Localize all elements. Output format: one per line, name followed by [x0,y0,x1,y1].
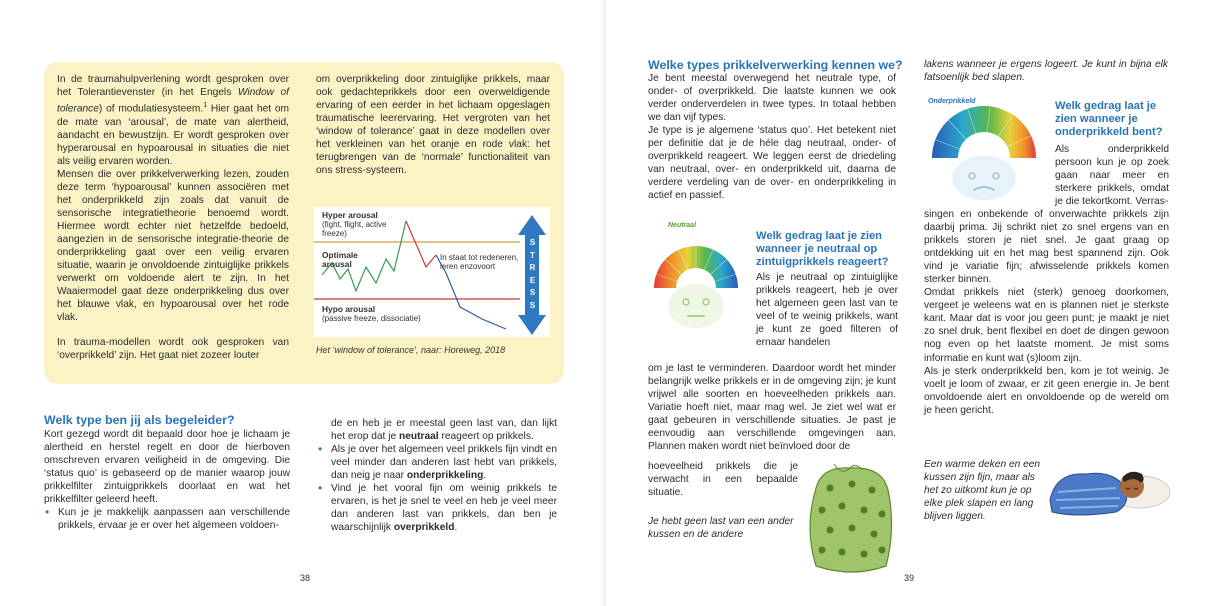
section-heading-types: Welke types prikkelverwerking kennen we? [648,58,903,72]
page-number-left: 38 [300,573,311,583]
bullet-list-1 [44,506,290,532]
bullet-list-2 [317,443,557,534]
under-heading: Welk gedrag laat je zien wanneer je onderprikkeld bent? [1055,100,1163,138]
neutral-body-part-1: Als je neutraal op zintuiglijke prikkels reageert, heb je over het algemeen geen last van te veel of te weinig prikkels, want je kunt ze goed filteren of ernaar handelen [756,272,898,349]
hyper-arousal-label: Hyper arousal (fight, flight, active freeze) [322,210,387,238]
bullet-over: • Vind je het vooral fijn om weinig prikkels te ervaren, is het je snel te veel en heb je veel meer dan anderen last van prikkels, dan ben je waarschijnlijk overprikkeld. [317,482,557,534]
neutral-label: Neutraal [668,222,697,229]
right-column-1-intro [648,72,896,202]
diagram-caption: Het ‘window of tolerance’, naar: Horeweg, 2018 [316,345,506,355]
section-heading-begeleider: Welk type ben jij als begeleider? [44,413,235,427]
sleeping-person-svg [1046,452,1172,518]
neutral-italic-example: Je hebt geen last van een ander kussen en de andere [648,516,794,541]
neutral-heading: Welk gedrag laat je zien wanneer je neutraal op zintuigprikkels reageert? [756,230,889,268]
pillow-illustration [802,458,898,578]
page-number-right: 39 [904,573,915,583]
under-body-part-3: Omdat prikkels niet (sterk) genoeg doorkomen, vergeet je weleens wat en is plannen niet je sterkste kant. Maar dat is voor jou geen punt; je maakt je niet zo snel druk, bent flexibel en doet de dingen gewoon nog even op het laatste moment. Je mist soms informatie en kunt wat (s)loom zijn. [924,287,1169,364]
optimal-arousal-note: In staat tot redeneren, leren enzovoort [440,253,519,271]
under-body-wide [924,208,1169,417]
pillow-svg [802,458,898,578]
info-box-paragraph-4: om overprikkeling door zintuiglijke prikkels, maar ook gedachteprikkels door een overweldigende ervaring of een eerder in het lichaam opgeslagen traumatische leerervaring. Het vergroten van het ‘window of tolerance’ gaat in deze modellen over het verkleinen van het oranje en rode vlak: het terugbrengen van de ‘normale’ functionaliteit van ons stress-systeem. [316,74,550,177]
bullet-neutral: • Kun je je makkelijk aanpassen aan verschillende prikkels, ervaar je er over het algemeen voldoen- [44,506,290,532]
sleeping-person-illustration [1046,452,1172,518]
right-column-2-top-italic: lakens wanneer je ergens logeert. Je kunt in bijna elk fatsoenlijk bed slapen. [924,59,1168,84]
under-italic-example: Een warme deken en een kussen zijn fijn, maar als het zo uitkomt kun je op elke plek slapen en lang blijven liggen. [924,459,1041,523]
bullet-neutral-continued: de en heb je er meestal geen last van, dan lijkt het erop dat je neutraal reageert op prikkels. [331,418,557,443]
under-body-part-4: Als je sterk onderprikkeld ben, kom je tot weinig. Je voelt je loom of zwaar, er zit geen energie in. Je bent onvoldoende alert en onvoldoende op de wereld om je heen gericht. [924,365,1169,416]
window-of-tolerance-diagram [314,207,550,337]
types-paragraph-2: Je type is je algemene ‘status quo’. Het betekent niet per definitie dat je de héle dag neutraal, onder- of overprikkeld reageert. We leggen eerst de driedeling van neutraal, over- en onderprikkeld uit, daarna de verdere verdeling van de over- en onderprikkeling in actief en passief. [648,125,896,202]
neutral-body-wide [648,362,896,453]
body-column-1 [44,428,290,532]
info-box-paragraph-3: In trauma-modellen wordt ook gesproken van ‘overprikkeld’ zijn. Het gaat niet zozeer louter [57,337,289,362]
neutral-body-end [648,460,798,499]
types-paragraph-1: Je bent meestal overwegend het neutrale type, of onder- of overprikkeld. Die laatste kunnen we ook verder onderverdelen in twee types. In totaal hebben we dan vijf types. [648,73,896,124]
neutral-body-part-2: om je last te verminderen. Daardoor wordt het minder belangrijk welke prikkels er in de omgeving zijn; je kunt vrijwel alle soorten en hoeveelheden prikkels aan. Variatie hoeft niet, maar mag wel. Je ziet wel wat er gaat gebeuren in verschillende situaties. Je past je eenvoudig aan verschillende omgevingen aan. Plannen maken wordt niet beïnvloed door de [648,363,896,453]
info-box-column-2 [316,73,550,177]
under-fan-svg [924,96,1042,204]
body-paragraph-1: Kort gezegd wordt dit bepaald door hoe je lichaam je alertheid en herstel regelt en door de hierboven omschreven ervaren veiligheid in de omgeving. Die ‘status quo’ is gebaseerd op de manier waarop jouw prikkelfilter zintuigprikkels doorlaat en wat het prikkelfilter geleerd heeft. [44,429,290,506]
neutral-body-part-3: hoeveelheid prikkels die je verwacht in een bepaalde situatie. [648,461,798,499]
under-body-narrow [1055,143,1169,208]
under-label: Onderprikkeld [928,98,976,105]
bullet-under: • Als je over het algemeen veel prikkels fijn vindt en veel minder dan anderen last hebt van prikkels, dan neig je naar onderprikkeling. [317,443,557,482]
info-box-column-1 [57,73,289,362]
body-column-2 [317,417,557,534]
under-body-part-1: Als onderprikkeld persoon kun je op zoek gaan naar meer en sterkere prikkels, omdat je die tekortkomt. Verras- [1055,144,1169,208]
neutral-body-narrow [756,271,898,349]
info-box-paragraph-1: In de traumahulpverlening wordt gesproken over het Tolerantievenster (in het Engels Window of tolerance) of modulatiesysteem.$^1$ Hier gaat het om de mate van ‘arousal’, de mate van alertheid, aandacht en bewustzijn. Er wordt gesproken over hyperarousal en hypoarousal in situaties die niet als veilig ervaren worden. [57,74,289,167]
neutral-fan-illustration [648,222,744,334]
info-box-paragraph-2: Mensen die over prikkelverwerking lezen, zouden deze term ‘hypoarousal’ kunnen associëren met het onderprikkeld zijn zoals dat vanuit de sensorische integratietheorie benoemd wordt. Hiermee wordt echter niet hetzelfde bedoeld, aangezien in de sensorische integratie-theorie de onderprikkeling gaat over een veilig ervaren situatie, waarin je onvoldoende zintuiglijke prikkels verwerkt om voldoende alert te zijn. In het Waaiermodel gaat deze onderprikkeling dus over het blauwe vlak, en hypoarousal over het rode vlak. [57,168,289,324]
optimal-arousal-label: Optimale arousal [322,250,358,269]
neutral-fan-svg [648,222,744,334]
hypo-arousal-label: Hypo arousal (passive freeze, dissociatie) [322,304,421,323]
under-body-part-2: singen en onbekende of onverwachte prikkels zijn daarbij prima. Jij schrikt niet zo snel ergens van en prikkels storen je niet snel. Je gaat graag op ontdekking uit en het mag best spannend zijn. Ook vind je variatie fijn; afwisselende prikkels komen sterker binnen. [924,209,1169,286]
under-fan-illustration [924,96,1042,204]
stress-label: S T R E S S [529,238,536,310]
curve-hyper-segment [406,221,436,267]
right-page [606,0,1212,606]
